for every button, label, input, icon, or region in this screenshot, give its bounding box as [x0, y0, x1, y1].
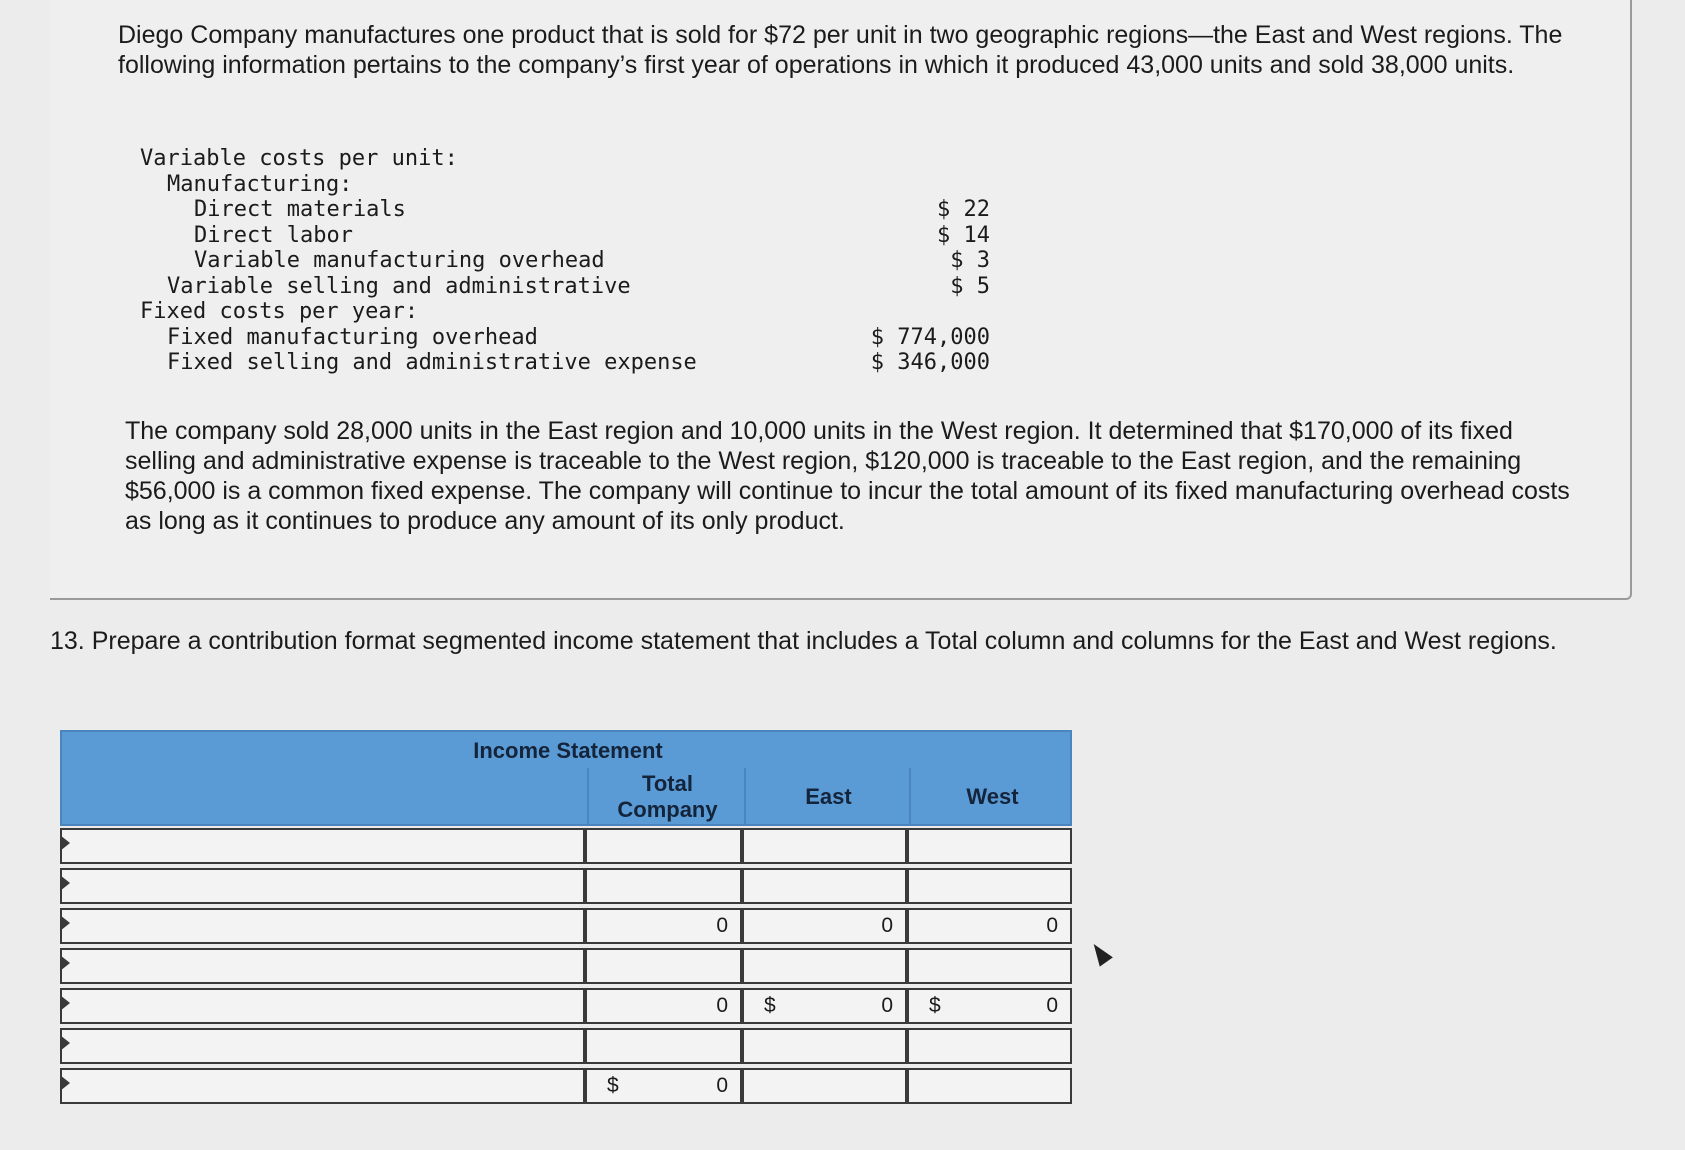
column-header-total-line1: Total — [642, 771, 693, 796]
west-amount-cell[interactable] — [907, 1028, 1072, 1064]
total-amount-cell[interactable] — [585, 948, 742, 984]
dropdown-arrow-icon — [60, 1075, 70, 1091]
cost-row — [140, 223, 1000, 249]
cost-label: Fixed selling and administrative expense — [167, 350, 697, 375]
row-label-dropdown[interactable] — [60, 868, 585, 904]
dropdown-arrow-icon — [60, 1035, 70, 1051]
dropdown-arrow-icon — [60, 875, 70, 891]
statement-row — [60, 828, 1072, 866]
west-amount-value: 0 — [1046, 994, 1058, 1017]
cost-data-table — [140, 146, 1000, 376]
cost-label: Variable costs per unit: — [140, 146, 458, 171]
row-label-dropdown[interactable] — [60, 988, 585, 1024]
statement-title: Income Statement — [473, 738, 663, 763]
west-amount-cell[interactable] — [907, 868, 1072, 904]
column-header-west: West — [909, 768, 1074, 826]
east-amount-cell[interactable] — [742, 988, 907, 1024]
west-amount-cell[interactable] — [907, 948, 1072, 984]
east-amount-cell[interactable] — [742, 948, 907, 984]
cost-amount: $ 14 — [937, 222, 990, 248]
dollar-sign: $ — [607, 1074, 619, 1097]
cost-row — [140, 299, 1000, 325]
total-amount-cell[interactable] — [585, 1068, 742, 1104]
cost-label: Direct labor — [194, 222, 353, 248]
cost-label: Direct materials — [194, 197, 406, 222]
cost-row — [140, 248, 1000, 274]
problem-intro: Diego Company manufactures one product that is sold for $72 per unit in two geographic regions—the East and West regions. The following information pertains to the company’s first year of operations in which it produced 43,000 units and sold 38,000 units. — [118, 21, 1563, 79]
total-amount-cell[interactable] — [585, 828, 742, 864]
row-label-dropdown[interactable] — [60, 828, 585, 864]
cost-row — [140, 350, 1000, 376]
total-amount-cell[interactable] — [585, 1028, 742, 1064]
total-amount-cell[interactable] — [585, 988, 742, 1024]
cost-label: Fixed costs per year: — [140, 299, 419, 324]
mouse-cursor-icon — [1087, 939, 1113, 966]
column-header-east: East — [744, 768, 911, 826]
west-amount-cell[interactable] — [907, 1068, 1072, 1104]
east-amount-cell[interactable] — [742, 1028, 907, 1064]
statement-row — [60, 868, 1072, 906]
total-amount-value: 0 — [716, 994, 728, 1017]
total-amount-cell[interactable] — [585, 908, 742, 944]
cost-row — [140, 197, 1000, 223]
cost-amount: $ 3 — [950, 248, 990, 273]
total-amount-value: 0 — [716, 914, 728, 937]
cost-amount: $ 774,000 — [870, 324, 990, 350]
cost-amount: $ 346,000 — [870, 350, 990, 375]
west-amount-cell[interactable] — [907, 988, 1072, 1024]
cost-label: Fixed manufacturing overhead — [167, 324, 538, 350]
row-label-dropdown[interactable] — [60, 1028, 585, 1064]
dollar-sign: $ — [764, 994, 776, 1017]
income-statement-worksheet — [60, 730, 1072, 1108]
total-amount-value: 0 — [716, 1074, 728, 1097]
row-label-dropdown[interactable] — [60, 1068, 585, 1104]
column-header-total — [587, 768, 746, 826]
statement-header — [60, 730, 1072, 826]
question-prompt: 13. Prepare a contribution format segmented income statement that includes a Total column and columns for the East and West regions. — [50, 627, 1557, 655]
total-amount-cell[interactable] — [585, 868, 742, 904]
cost-row — [140, 146, 1000, 172]
cost-label: Variable manufacturing overhead — [194, 248, 605, 273]
west-amount-value: 0 — [1046, 914, 1058, 937]
east-amount-value: 0 — [881, 914, 893, 937]
cost-label: Manufacturing: — [167, 171, 353, 197]
east-amount-cell[interactable] — [742, 1068, 907, 1104]
statement-row — [60, 1068, 1072, 1106]
cost-label: Variable selling and administrative — [167, 273, 631, 299]
row-label-dropdown[interactable] — [60, 948, 585, 984]
cost-row — [140, 274, 1000, 300]
column-header-total-line2: Company — [617, 797, 718, 822]
dropdown-arrow-icon — [60, 915, 70, 931]
statement-row — [60, 908, 1072, 946]
east-amount-cell[interactable] — [742, 828, 907, 864]
problem-details: The company sold 28,000 units in the East region and 10,000 units in the West region. It determined that $170,000 of its fixed selling and administrative expense is traceable to the West region, $120,000 is traceable to the East region, and the remaining $56,000 is a common fixed expense. The company will continue to incur the total amount of its fixed manufacturing overhead costs as long as it continues to produce any amount of its only product. — [125, 417, 1570, 535]
east-amount-cell[interactable] — [742, 868, 907, 904]
west-amount-cell[interactable] — [907, 908, 1072, 944]
statement-row — [60, 948, 1072, 986]
cost-row — [140, 325, 1000, 351]
east-amount-cell[interactable] — [742, 908, 907, 944]
dropdown-arrow-icon — [60, 995, 70, 1011]
statement-row — [60, 988, 1072, 1026]
statement-row — [60, 1028, 1072, 1066]
dropdown-arrow-icon — [60, 955, 70, 971]
dropdown-arrow-icon — [60, 835, 70, 851]
cost-row — [140, 172, 1000, 198]
dollar-sign: $ — [929, 994, 941, 1017]
west-amount-cell[interactable] — [907, 828, 1072, 864]
cost-amount: $ 22 — [937, 197, 990, 222]
row-label-dropdown[interactable] — [60, 908, 585, 944]
east-amount-value: 0 — [881, 994, 893, 1017]
cost-amount: $ 5 — [950, 273, 990, 299]
